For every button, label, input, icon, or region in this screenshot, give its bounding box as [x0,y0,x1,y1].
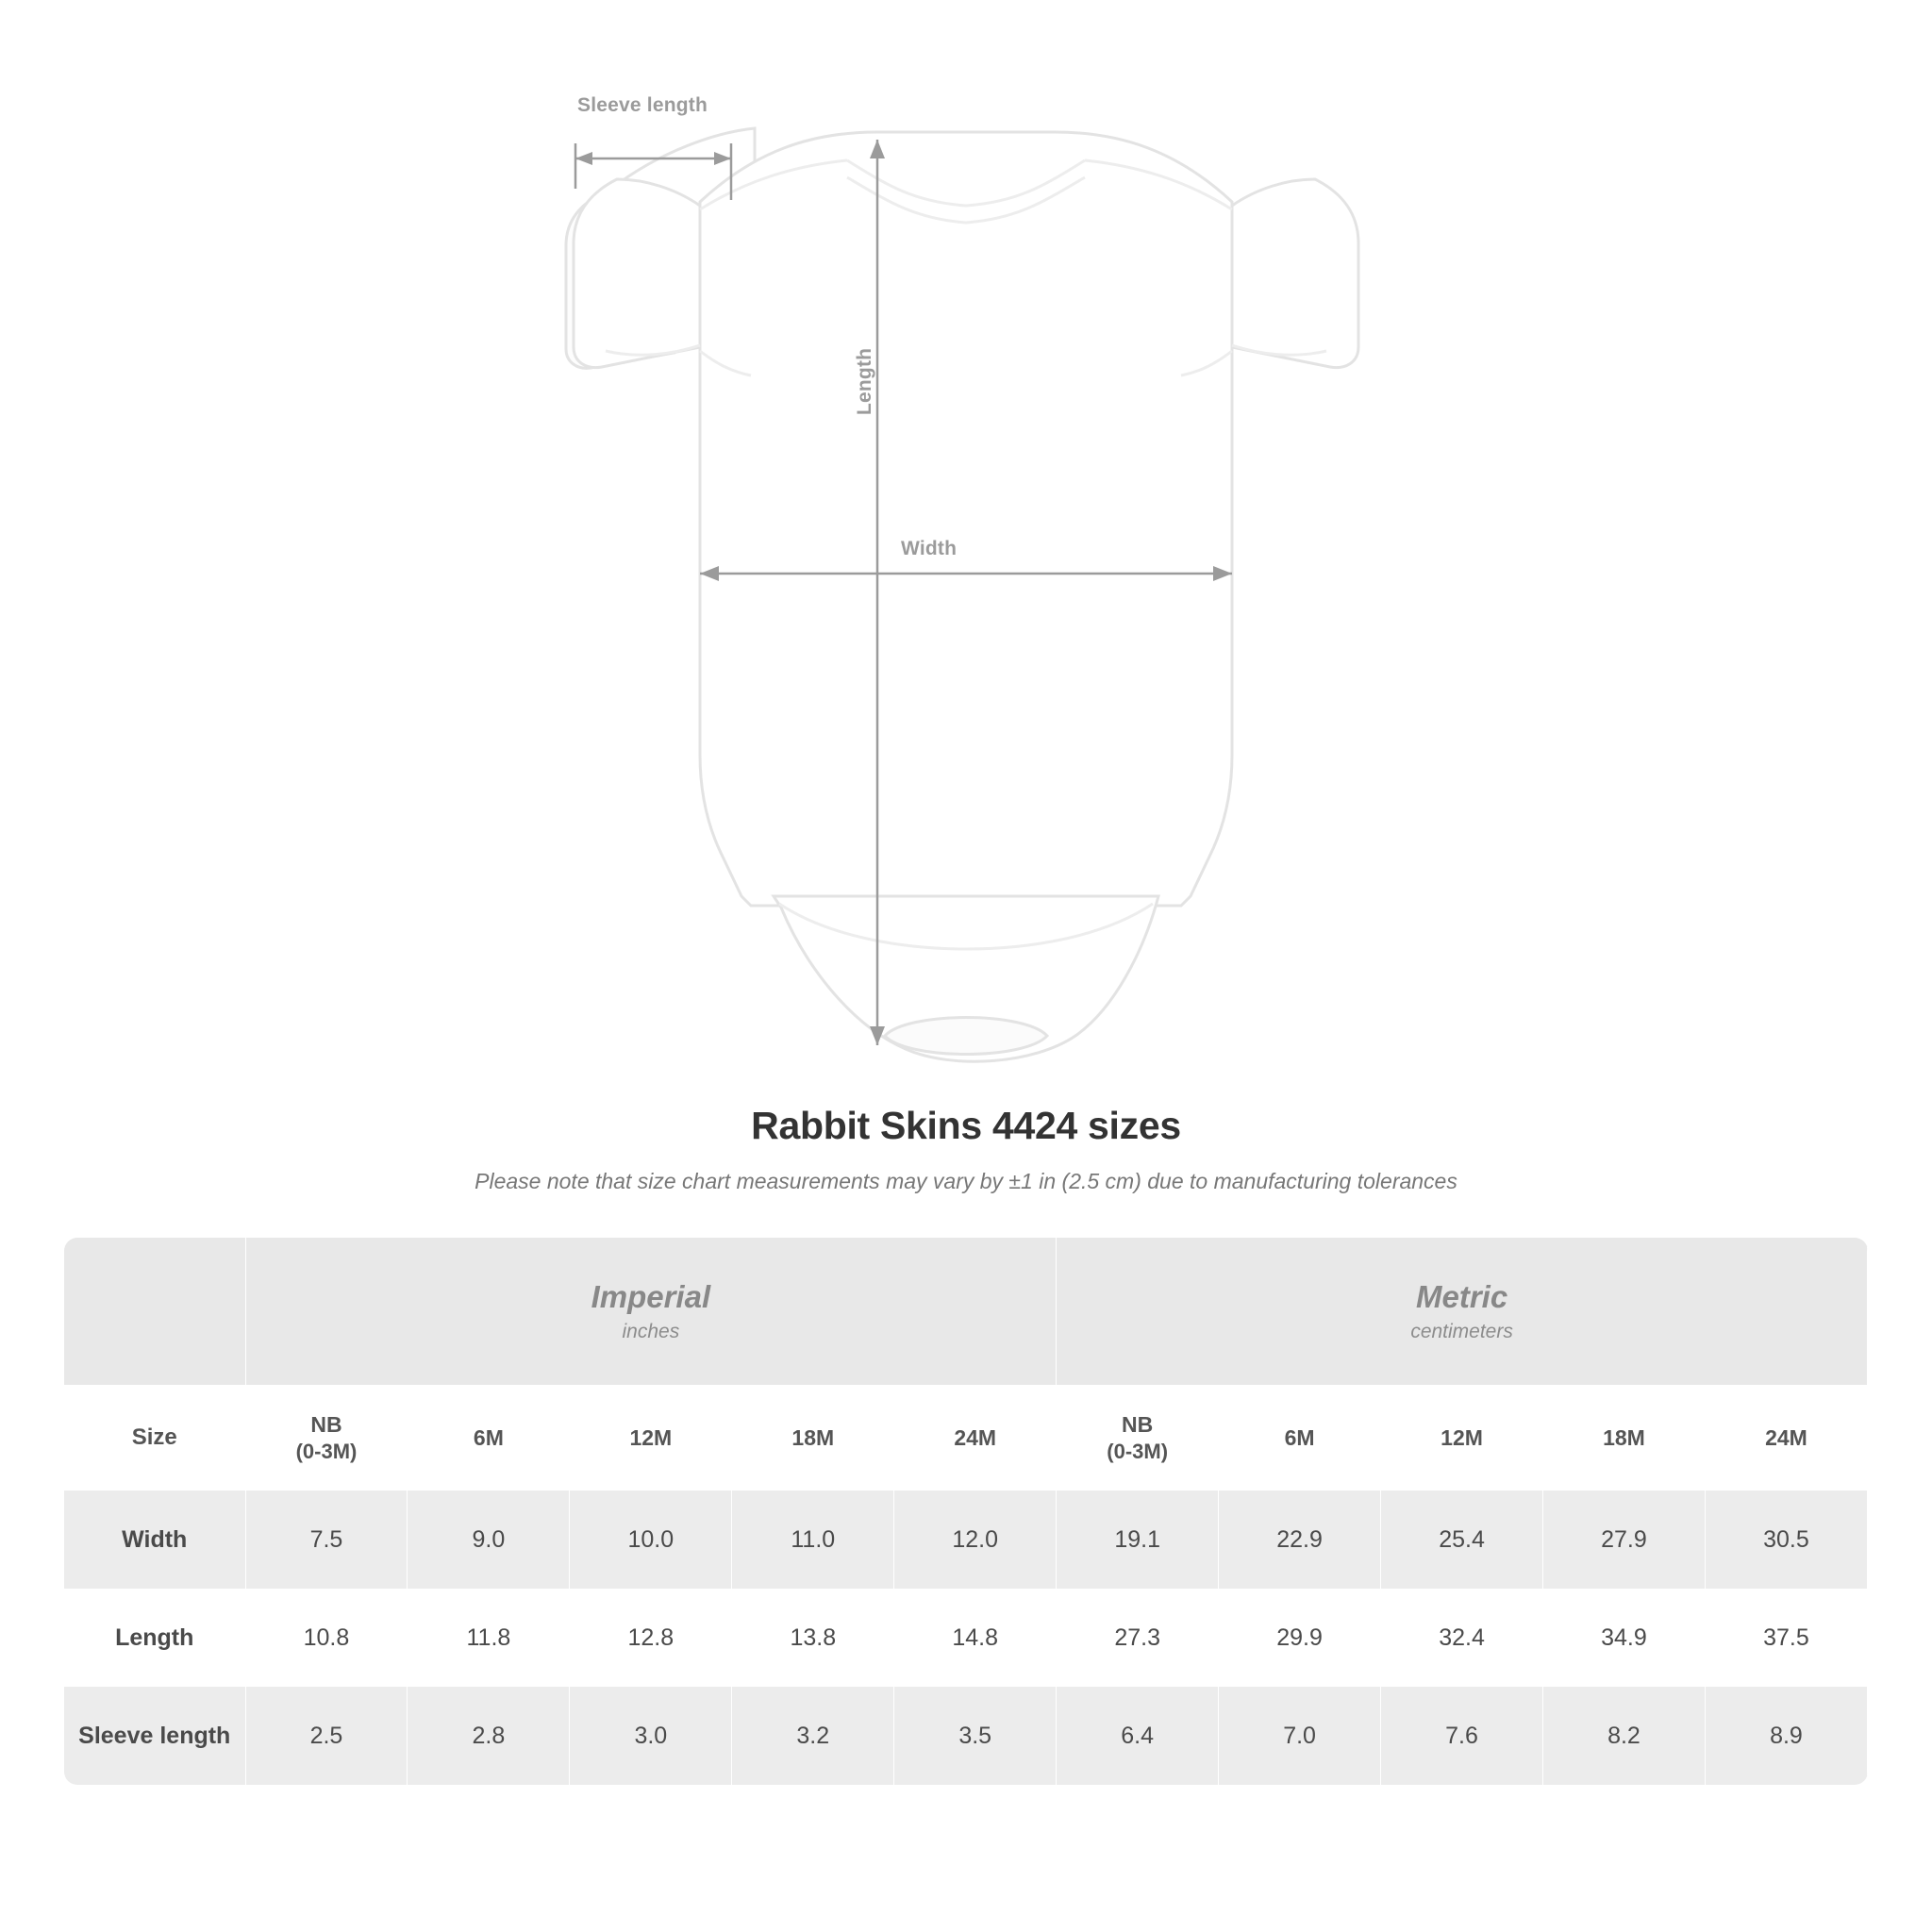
cell-width-2: 10.0 [570,1491,732,1589]
table-row [64,1491,1868,1589]
cell-sleeve-8: 8.2 [1543,1687,1706,1785]
unit-group-imperial-sub: inches [622,1320,680,1342]
header-col-7: 12M [1381,1385,1543,1491]
unit-group-row [64,1238,1868,1385]
row-label-length: Length [64,1589,245,1687]
size-table-container [64,1238,1868,1785]
cell-sleeve-5: 6.4 [1057,1687,1219,1785]
header-col-1: 6M [408,1385,570,1491]
cell-sleeve-9: 8.9 [1705,1687,1867,1785]
size-table [64,1238,1868,1785]
unit-group-imperial-name: Imperial [591,1279,711,1315]
cell-width-7: 25.4 [1381,1491,1543,1589]
cell-sleeve-6: 7.0 [1219,1687,1381,1785]
row-label-sleeve-length: Sleeve length [64,1687,245,1785]
cell-width-1: 9.0 [408,1491,570,1589]
header-size: Size [64,1385,245,1491]
cell-width-5: 19.1 [1057,1491,1219,1589]
header-col-0-sub: (0-3M) [295,1439,358,1463]
unit-group-imperial [245,1238,1057,1385]
cell-length-6: 29.9 [1219,1589,1381,1687]
cell-width-6: 22.9 [1219,1491,1381,1589]
cell-sleeve-2: 3.0 [570,1687,732,1785]
cell-length-1: 11.8 [408,1589,570,1687]
cell-sleeve-4: 3.5 [894,1687,1057,1785]
header-col-6: 6M [1219,1385,1381,1491]
cell-length-9: 37.5 [1705,1589,1867,1687]
table-row [64,1687,1868,1785]
cell-sleeve-7: 7.6 [1381,1687,1543,1785]
unit-group-metric-sub: centimeters [1410,1320,1513,1342]
cell-length-5: 27.3 [1057,1589,1219,1687]
header-col-0 [245,1385,408,1491]
unit-spacer [64,1238,245,1385]
cell-sleeve-1: 2.8 [408,1687,570,1785]
unit-group-metric-name: Metric [1415,1279,1508,1315]
header-col-4: 24M [894,1385,1057,1491]
length-label: Length [854,347,875,415]
page-title: Rabbit Skins 4424 sizes [751,1104,1181,1147]
cell-length-2: 12.8 [570,1589,732,1687]
cell-width-3: 11.0 [732,1491,894,1589]
width-label: Width [901,538,958,559]
table-header-row [64,1385,1868,1491]
cell-sleeve-0: 2.5 [245,1687,408,1785]
cell-length-7: 32.4 [1381,1589,1543,1687]
cell-length-0: 10.8 [245,1589,408,1687]
cell-length-3: 13.8 [732,1589,894,1687]
cell-length-8: 34.9 [1543,1589,1706,1687]
header-col-3: 18M [732,1385,894,1491]
table-row [64,1589,1868,1687]
header-col-5-main: NB [1122,1411,1154,1437]
header-col-5 [1057,1385,1219,1491]
cell-width-4: 12.0 [894,1491,1057,1589]
measurement-tolerance-note: Please note that size chart measurements may vary by ±1 in (2.5 cm) due to manufacturing tolerances [475,1169,1457,1193]
cell-width-9: 30.5 [1705,1491,1867,1589]
header-col-5-sub: (0-3M) [1107,1439,1169,1463]
cell-width-0: 7.5 [245,1491,408,1589]
header-col-0-main: NB [310,1411,342,1437]
header-col-9: 24M [1705,1385,1867,1491]
cell-width-8: 27.9 [1543,1491,1706,1589]
header-col-8: 18M [1543,1385,1706,1491]
sleeve-length-label: Sleeve length [577,94,708,116]
cell-sleeve-3: 3.2 [732,1687,894,1785]
row-label-width: Width [64,1491,245,1589]
header-col-2: 12M [570,1385,732,1491]
unit-group-metric [1057,1238,1868,1385]
cell-length-4: 14.8 [894,1589,1057,1687]
title-block [0,1104,1932,1194]
